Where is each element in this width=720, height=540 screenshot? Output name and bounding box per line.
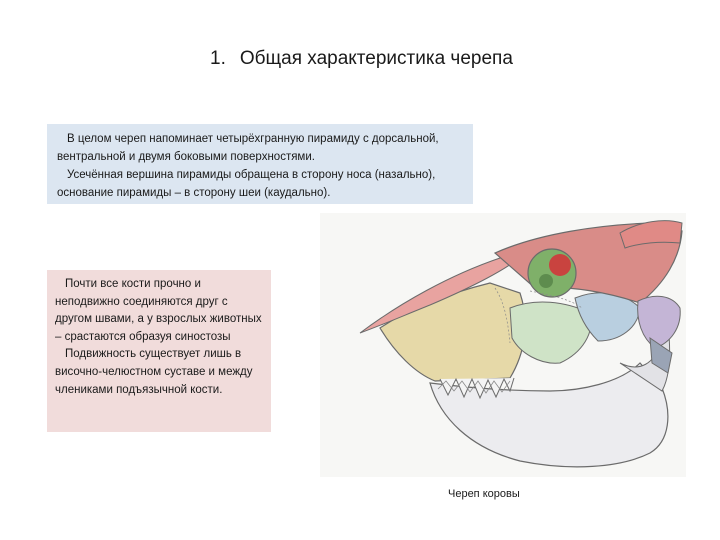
cow-skull-illustration bbox=[320, 213, 686, 477]
cow-skull-figure bbox=[320, 213, 686, 477]
title-text: Общая характеристика черепа bbox=[239, 48, 513, 69]
intro-paragraph-2: Усечённая вершина пирамиды обращена в сторону носа (назально), основание пирамиды – в сторону шеи (каудально). bbox=[57, 169, 436, 199]
joints-paragraph-2: Подвижность существует лишь в височно-челюстном суставе и между члениками подъязычной кости. bbox=[55, 348, 253, 396]
joints-text-box bbox=[47, 270, 271, 432]
page-title bbox=[210, 48, 513, 70]
title-number: 1. bbox=[210, 48, 226, 69]
figure-caption: Череп коровы bbox=[448, 488, 520, 500]
intro-paragraph-1: В целом череп напоминает четырёхгранную пирамиду с дорсальной, вентральной и двумя боковыми поверхностями. bbox=[57, 133, 439, 163]
intro-text-box bbox=[47, 124, 473, 204]
joints-paragraph-1: Почти все кости прочно и неподвижно соединяются друг с другом швами, а у взрослых животных – срастаются образуя синостозы bbox=[55, 278, 262, 343]
